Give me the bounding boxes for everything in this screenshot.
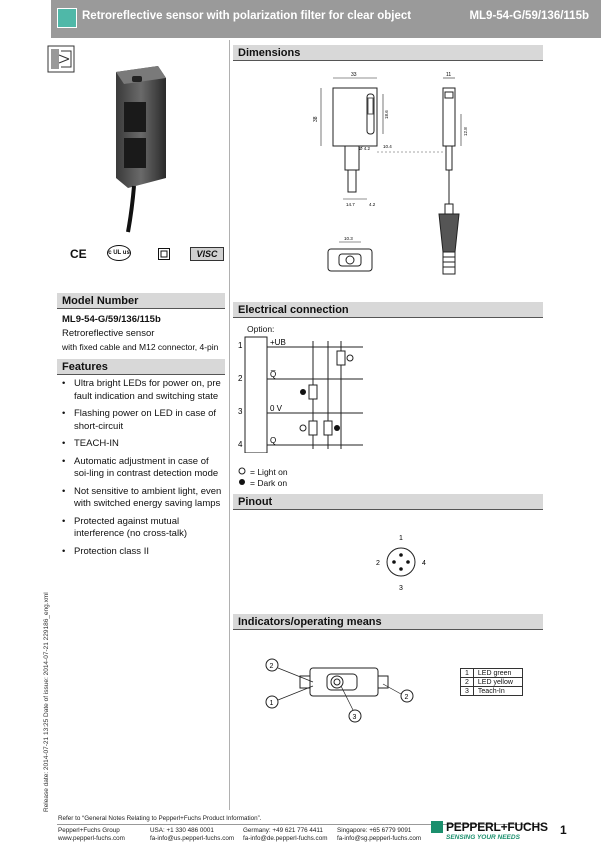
callout-1: 1	[269, 700, 274, 707]
table-row	[461, 678, 523, 687]
pinout-pin-3: 3	[399, 585, 403, 592]
pinout-diagram	[370, 532, 440, 592]
led-num: 1	[461, 669, 474, 678]
product-photo	[88, 60, 180, 235]
led-table	[460, 668, 523, 696]
led-num: 3	[461, 687, 474, 696]
legend-icons	[238, 466, 248, 488]
wiring-diagram	[233, 333, 433, 453]
dim-10-4: 10.4	[383, 144, 392, 149]
feature-item: • TEACH-IN	[62, 438, 222, 451]
visc-logo: VISC	[190, 247, 224, 261]
feature-item: • Flashing power on LED in case of short-circuit	[62, 408, 222, 433]
signal-0v: 0 V	[270, 404, 283, 413]
dim-10-3: 10.3	[344, 236, 353, 241]
dimensions-drawing	[233, 64, 543, 289]
callout-3: 3	[352, 714, 357, 721]
pinout-pin-4: 4	[422, 560, 426, 567]
signal-q: Q	[270, 436, 277, 445]
feature-item: • Ultra bright LEDs for power on, pre fault indication and switching state	[62, 378, 222, 403]
callout-2-top: 2	[269, 663, 274, 670]
option-label: Option:	[247, 324, 275, 334]
pin-4-label: 4	[238, 440, 243, 449]
feature-item: • Protection class II	[62, 546, 222, 559]
legend-dark-on: = Dark on	[250, 478, 288, 488]
footer-de-phone: Germany: +49 621 776 4411	[243, 827, 323, 834]
signal-ub: +UB	[270, 338, 286, 347]
model-type: Retroreflective sensor	[62, 328, 155, 339]
feature-item: • Not sensitive to ambient light, even with switched energy saving lamps	[62, 486, 222, 511]
led-label: Teach-In	[473, 687, 522, 696]
signal-q-bar: Q̅	[270, 370, 277, 379]
footer-sg-mail[interactable]: fa-info@sg.pepperl-fuchs.com	[337, 835, 422, 842]
table-row	[461, 687, 523, 696]
pin-1-label: 1	[238, 341, 243, 350]
model-code: ML9-54-G/59/136/115b	[62, 314, 161, 325]
footer-refer: Refer to “General Notes Relating to Pepperl+Fuchs Product Information”.	[58, 815, 262, 822]
footer-web[interactable]: www.pepperl-fuchs.com	[58, 835, 125, 842]
pin-2-label: 2	[238, 374, 243, 383]
column-divider	[229, 40, 230, 810]
indicators-diagram	[255, 650, 425, 725]
led-label: LED yellow	[473, 678, 522, 687]
footer-de-mail[interactable]: fa-info@de.pepperl-fuchs.com	[243, 835, 328, 842]
led-num: 2	[461, 678, 474, 687]
dimensions-heading: Dimensions	[233, 45, 543, 61]
model-number-heading: Model Number	[57, 293, 225, 309]
brand-slogan: SENSING YOUR NEEDS	[446, 834, 520, 841]
protection-class-ii-icon	[158, 248, 170, 260]
features-list	[62, 378, 222, 563]
dim-d4-2: Ø 4.2	[359, 146, 371, 151]
table-row	[461, 669, 523, 678]
footer-usa-phone: USA: +1 330 486 0001	[150, 827, 214, 834]
header-square-icon	[57, 8, 77, 28]
pinout-pin-1: 1	[399, 535, 403, 542]
feature-item: • Protected against mutual interference (no cross-talk)	[62, 516, 222, 541]
dim-33: 33	[351, 72, 357, 78]
page-title: Retroreflective sensor with polarization filter for clear object	[82, 10, 412, 22]
pin-3-label: 3	[238, 407, 243, 416]
legend-light-on: = Light on	[250, 467, 288, 477]
brand-name: PEPPERL+FUCHS	[446, 820, 548, 834]
callout-2-right: 2	[404, 694, 409, 701]
release-info: Release date: 2014-07-21 13:25 Date of issue: 2014-07-21 229186_eng.xml	[43, 592, 50, 812]
footer-usa-mail[interactable]: fa-info@us.pepperl-fuchs.com	[150, 835, 235, 842]
dim-12-8: 12.8	[463, 127, 468, 136]
brand-logo-icon	[431, 821, 443, 833]
pinout-pin-2: 2	[376, 560, 380, 567]
features-heading: Features	[57, 359, 225, 375]
pinout-heading: Pinout	[233, 494, 543, 510]
header-model: ML9-54-G/59/136/115b	[469, 10, 589, 22]
sensor-type-icon	[47, 45, 75, 73]
dim-11: 11	[446, 72, 452, 78]
led-label: LED green	[473, 669, 522, 678]
dim-4-2: 4.2	[369, 202, 376, 207]
ce-mark: CE	[70, 247, 87, 261]
footer-sg-phone: Singapore: +65 6779 9091	[337, 827, 412, 834]
page-number: 1	[560, 823, 567, 837]
ul-mark: c UL us	[107, 245, 131, 261]
model-desc: with fixed cable and M12 connector, 4-pin	[62, 342, 219, 352]
dim-14-7: 14.7	[346, 202, 355, 207]
electrical-heading: Electrical connection	[233, 302, 543, 318]
feature-item: • Automatic adjustment in case of soi-ling in contrast detection mode	[62, 456, 222, 481]
dim-38: 38	[313, 116, 319, 122]
dim-18-6: 18.6	[384, 110, 389, 119]
footer-group: Pepperl+Fuchs Group	[58, 827, 120, 834]
indicators-heading: Indicators/operating means	[233, 614, 543, 630]
